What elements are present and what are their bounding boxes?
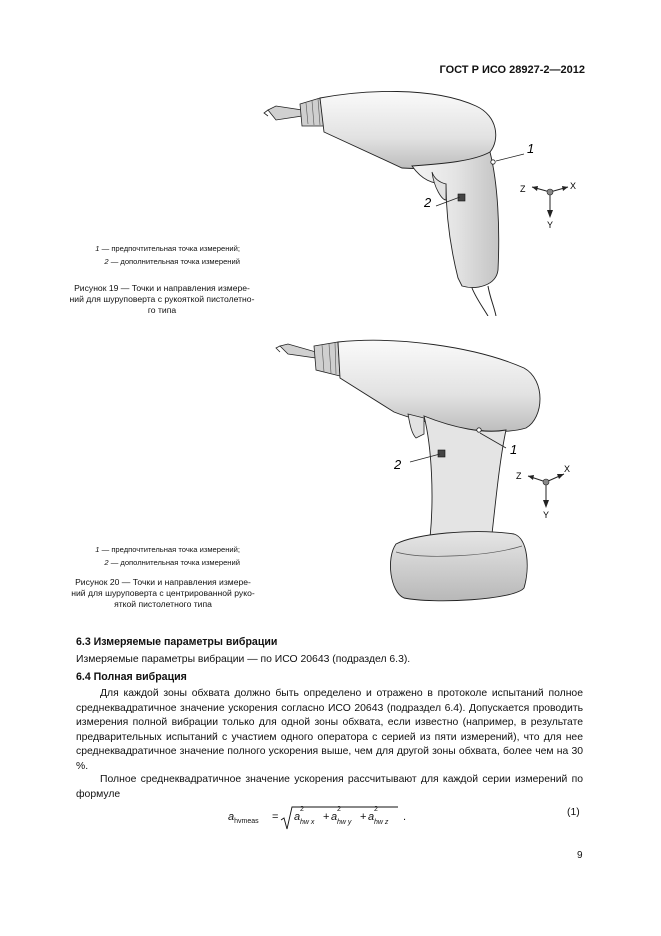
section-6-3-heading: 6.3 Измеряемые параметры вибрации	[76, 636, 278, 648]
section-6-3-text: Измеряемые параметры вибрации — по ИСО 20643 (подраздел 6.3).	[76, 654, 411, 665]
figure-20-callout-1: 1	[510, 442, 518, 457]
section-6-4-paragraph-1: Для каждой зоны обхвата должно быть определено и отражено в протоколе испытаний полное среднеквадратичное значение ускорения согласно ИСО 20643 (подраздел 6.4). Допускается проводить измерения полной вибрации только для одной зоны обхвата, если известно (например, в результате предварительных испытаний с участием одного оператора с серией из пяти измерений), что для нее среднеквадратичное значение полного ускорения выше, чем для другой зоны обхвата, более чем на 30 %.	[76, 688, 583, 772]
document-header: ГОСТ Р ИСО 28927-2—2012	[439, 64, 585, 76]
figure-20-legend: 1 — предпочтительная точка измерений; 2 — дополнительная точка измерений	[95, 545, 240, 567]
formula-1: $a_{hvmeas}$ = a 2 hw x + a 2 hw y + a 2 hw z .	[228, 805, 418, 833]
figure-20-axis-x: X	[564, 464, 571, 474]
figure-19-axis-triad	[520, 181, 576, 230]
figure-19-axis-y: Y	[547, 220, 554, 230]
formula-term-x: a 2 hw x	[294, 806, 315, 826]
figure-20-axis-z: Z	[516, 471, 522, 481]
formula-equals: =	[272, 811, 279, 823]
figure-20-axis-y: Y	[543, 510, 550, 520]
figure-20-axis-triad	[516, 464, 570, 520]
figure-20-callout-2: 2	[394, 457, 402, 472]
formula-term-z: a 2 hw z	[368, 806, 389, 826]
figure-19-axis-z: Z	[520, 184, 526, 194]
figure-19-legend: 1 — предпочтительная точка измерений; 2 — дополнительная точка измерений	[95, 244, 240, 266]
figure-20-drill-illustration	[274, 338, 584, 630]
formula-lhs: $a_{hvmeas}$	[228, 811, 259, 826]
formula-term-y: a 2 hw y	[331, 806, 352, 826]
page-number: 9	[577, 850, 583, 861]
section-6-4-paragraph-2: Полное среднеквадратичное значение ускорения рассчитывают для каждой серии измерений по формуле	[76, 774, 583, 800]
figure-19-callout-1: 1	[527, 141, 535, 156]
section-6-4-heading: 6.4 Полная вибрация	[76, 671, 187, 683]
figure-19-drill-illustration	[262, 88, 582, 316]
figure-19-caption: Рисунок 19 — Точки и направления измере- ний для шуруповерта с рукояткой пистолетно- го типа	[69, 283, 255, 315]
figure-20-caption: Рисунок 20 — Точки и направления измере- ний для шуруповерта с центрированной руко- яткой пистолетного типа	[71, 577, 255, 609]
figure-19-callout-2: 2	[424, 195, 432, 210]
formula-number: (1)	[567, 807, 580, 818]
figure-19-axis-x: X	[570, 181, 577, 191]
